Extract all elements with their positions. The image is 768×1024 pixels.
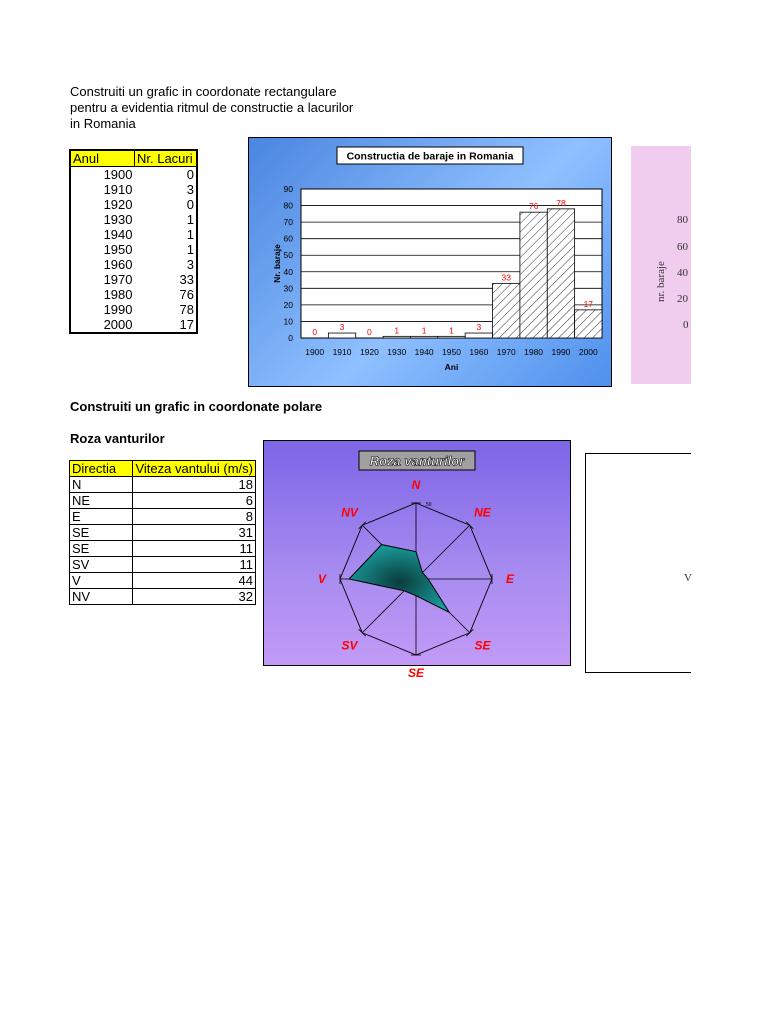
intro-line-1: Construiti un grafic in coordonate rectangulare	[70, 84, 337, 99]
y-tick-label: 30	[283, 283, 293, 294]
table-cell-key[interactable]: 1940	[103, 227, 133, 242]
x-tick-label: 1930	[387, 347, 407, 357]
table-cell-key[interactable]: V	[70, 573, 133, 589]
data-label: 17	[583, 298, 594, 309]
y-tick-label: 90	[283, 184, 293, 194]
x-tick-label: 1990	[551, 347, 571, 357]
table-row	[70, 212, 197, 227]
table-cell-key[interactable]: 1920	[103, 197, 133, 212]
x-tick-label: 1920	[359, 347, 379, 357]
table-cell-key[interactable]: SV	[70, 557, 133, 573]
table-cell-value[interactable]: 31	[133, 525, 256, 541]
bar[interactable]	[438, 336, 465, 338]
table-cell-value[interactable]: 76	[179, 287, 194, 302]
table-header-row	[70, 150, 197, 167]
data-label: 3	[339, 322, 345, 333]
data-label: 3	[476, 322, 482, 333]
header-cell-speed[interactable]	[133, 461, 256, 477]
y-tick-label: 40	[283, 266, 293, 277]
table-cell-key[interactable]: 1990	[103, 302, 133, 317]
table-cell-key[interactable]: 1970	[103, 272, 133, 287]
bar[interactable]	[328, 333, 355, 338]
table-row	[70, 257, 197, 272]
pink-tick-label: 20	[677, 293, 688, 305]
table-cell-value[interactable]: 1	[186, 212, 194, 227]
table-row	[70, 493, 256, 509]
y-tick-label: 20	[283, 299, 293, 310]
table-row	[70, 302, 197, 317]
table-row	[70, 525, 256, 541]
wind-table	[69, 460, 256, 605]
table-row	[70, 509, 256, 525]
table-cell-value[interactable]: 44	[133, 573, 256, 589]
radial-tick-label: 50	[426, 502, 432, 508]
lakes-table	[69, 149, 198, 334]
y-tick-label: 0	[288, 333, 293, 343]
table-cell-value[interactable]: 17	[179, 317, 194, 332]
data-label: 1	[449, 325, 454, 336]
table-cell-key[interactable]: N	[70, 477, 133, 493]
header-cell-direction[interactable]: Directia	[70, 461, 133, 477]
pink-tick-label: 0	[683, 319, 689, 331]
data-label: 76	[528, 201, 539, 212]
x-tick-label: 1970	[496, 347, 516, 357]
header-cell-year[interactable]: Anul	[70, 150, 135, 167]
table-cell-key[interactable]: 1930	[103, 212, 133, 227]
category-label: SE	[474, 638, 491, 653]
pink-axis-label: nr. baraje	[655, 261, 667, 302]
pink-chart-panel[interactable]	[631, 146, 691, 384]
table-cell-value[interactable]: 1	[186, 227, 194, 242]
x-tick-label: 1900	[305, 347, 325, 357]
x-tick-label: 1950	[442, 347, 461, 357]
table-row	[70, 541, 256, 557]
table-cell-value[interactable]: 0	[186, 167, 194, 182]
table-row	[70, 317, 197, 333]
table-cell-value[interactable]: 78	[179, 302, 194, 317]
radar-chart[interactable]	[263, 440, 571, 680]
table-row	[70, 227, 197, 242]
table-cell-value[interactable]: 18	[133, 477, 256, 493]
table-cell-value[interactable]: 33	[179, 272, 194, 287]
y-tick-label: 50	[283, 250, 293, 261]
intro-text	[70, 84, 400, 132]
white-chart-panel[interactable]	[585, 453, 691, 673]
data-label: 1	[394, 325, 400, 336]
table-cell-value[interactable]: 11	[133, 541, 256, 557]
table-cell-key[interactable]: E	[70, 509, 133, 525]
table-cell-key[interactable]: SE	[70, 525, 133, 541]
radar-chart-svg	[264, 441, 570, 680]
y-tick-label: 80	[283, 200, 293, 211]
radar-spoke	[416, 525, 470, 579]
category-label: SE	[407, 666, 425, 680]
x-tick-label: 1960	[469, 347, 489, 357]
bar[interactable]	[493, 283, 520, 338]
table-row	[70, 197, 197, 212]
header-cell-lakes[interactable]: Nr. Lacuri	[135, 150, 198, 167]
intro-line-3: in Romania	[70, 116, 136, 131]
x-tick-label: 1940	[414, 347, 434, 357]
table-cell-value[interactable]: 0	[186, 197, 194, 212]
data-label: 1	[421, 325, 427, 336]
table-cell-value[interactable]: 3	[186, 182, 194, 197]
table-cell-key[interactable]: 1950	[103, 242, 133, 257]
chart-title: Constructia de baraje in Romania	[346, 150, 514, 163]
data-label: 0	[367, 327, 372, 337]
category-label: E	[505, 572, 515, 586]
table-cell-key[interactable]: 1960	[103, 257, 133, 272]
table-row	[70, 272, 197, 287]
table-cell-key[interactable]: NE	[70, 493, 133, 509]
table-cell-value[interactable]: 11	[133, 557, 256, 573]
table-header-row	[70, 461, 256, 477]
table-cell-key[interactable]: NV	[70, 589, 133, 605]
category-label: SV	[341, 638, 358, 653]
table-cell-value[interactable]: 6	[133, 493, 256, 509]
white-panel-letter: V	[684, 572, 692, 584]
table-row	[70, 242, 197, 257]
x-axis-label: Ani	[444, 362, 459, 372]
table-row	[70, 557, 256, 573]
category-label: NV	[341, 505, 358, 520]
bar-chart[interactable]	[248, 137, 612, 387]
chart-title: Roza vanturilor	[369, 453, 465, 469]
y-tick-label: 70	[283, 217, 293, 228]
bar-chart-svg	[249, 138, 611, 386]
table-row	[70, 573, 256, 589]
header-speed-label: Viteza vantului (m/s)	[135, 461, 253, 476]
category-label: N	[411, 478, 421, 492]
table-cell-key[interactable]: 1910	[103, 182, 133, 197]
table-row	[70, 589, 256, 605]
table-cell-key[interactable]: 1980	[103, 287, 133, 302]
table-cell-value[interactable]: 8	[133, 509, 256, 525]
table-cell-key[interactable]: SE	[70, 541, 133, 557]
table-cell-value[interactable]: 3	[186, 257, 194, 272]
bar[interactable]	[547, 209, 574, 338]
table-row	[70, 167, 197, 183]
y-tick-label: 60	[283, 233, 293, 244]
table-row	[70, 182, 197, 197]
data-label: 33	[501, 272, 511, 283]
table-row	[70, 287, 197, 302]
table-cell-value[interactable]: 32	[133, 589, 256, 605]
x-tick-label: 1980	[524, 347, 544, 357]
data-label: 78	[556, 197, 566, 208]
polar-heading: Construiti un grafic in coordonate polare	[70, 399, 323, 414]
bar[interactable]	[383, 336, 410, 338]
wind-heading: Roza vanturilor	[70, 431, 165, 446]
table-cell-key[interactable]: 2000	[103, 317, 133, 332]
radar-series[interactable]	[349, 545, 449, 613]
pink-tick-label: 60	[677, 241, 688, 253]
data-label: 0	[312, 327, 318, 337]
pink-tick-label: 80	[677, 214, 688, 226]
bar[interactable]	[520, 212, 547, 338]
bar[interactable]	[410, 336, 437, 338]
y-axis-label: Nr. baraje	[272, 244, 282, 283]
x-tick-label: 2000	[578, 347, 598, 357]
bar[interactable]	[575, 310, 602, 338]
category-label: V	[317, 572, 327, 586]
category-label: NE	[474, 505, 491, 520]
pink-tick-label: 40	[677, 267, 688, 279]
table-cell-key[interactable]: 1900	[103, 167, 133, 182]
table-row	[70, 477, 256, 493]
bar[interactable]	[465, 333, 492, 338]
y-tick-label: 10	[283, 316, 293, 327]
intro-line-2: pentru a evidentia ritmul de constructie a lacurilor	[70, 100, 354, 115]
table-cell-value[interactable]: 1	[186, 242, 194, 257]
x-tick-label: 1910	[332, 347, 352, 357]
